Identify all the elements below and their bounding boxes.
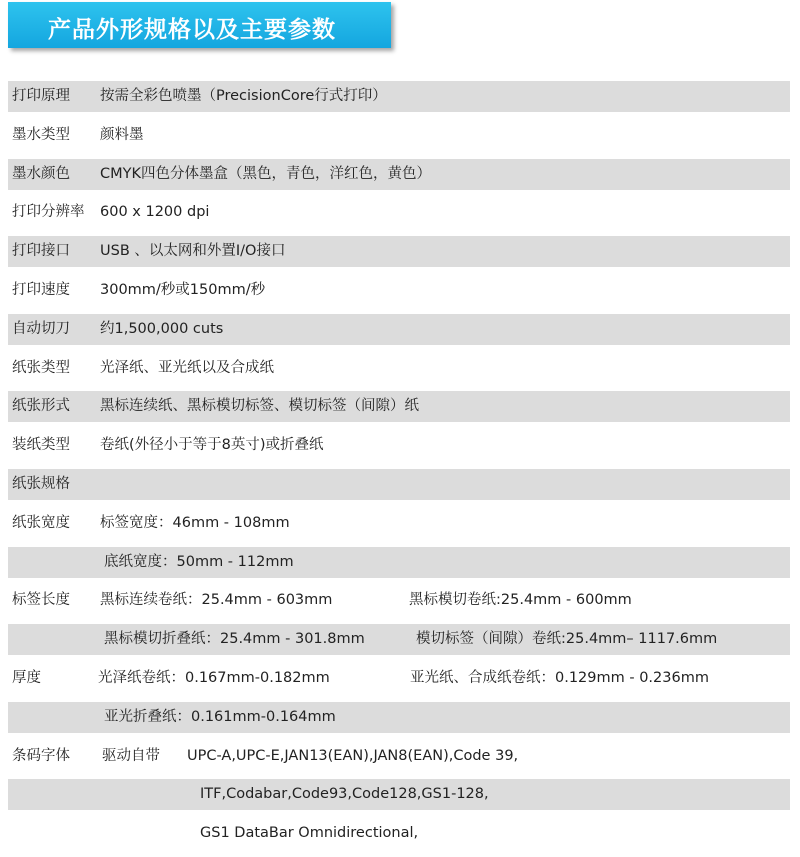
spec-label: 纸张类型 xyxy=(12,359,70,376)
spec-value: 光泽纸、亚光纸以及合成纸 xyxy=(100,359,274,376)
section-header-banner xyxy=(8,2,391,48)
spec-label: 厚度 xyxy=(12,669,41,686)
spec-row-barcode xyxy=(8,741,790,772)
spec-row-resolution xyxy=(8,197,790,228)
spec-label: 打印原理 xyxy=(12,88,70,104)
spec-value: 底纸宽度：50mm - 112mm xyxy=(104,553,294,570)
spec-row-liner-width xyxy=(8,547,790,578)
spec-row-thickness-2 xyxy=(8,702,790,733)
spec-value: CMYK四色分体墨盒（黑色，青色，洋红色，黄色） xyxy=(100,165,431,182)
spec-value: UPC-A,UPC-E,JAN13(EAN),JAN8(EAN),Code 39, xyxy=(187,747,519,764)
spec-label: 打印分辨率 xyxy=(12,204,85,221)
spec-value: 模切标签（间隙）卷纸:25.4mm– 1117.6mm xyxy=(416,631,718,648)
spec-label: 自动切刀 xyxy=(12,320,70,337)
spec-label: 打印速度 xyxy=(12,281,70,298)
spec-row-label-length xyxy=(8,585,790,616)
spec-label: 装纸类型 xyxy=(12,437,70,454)
spec-value: 标签宽度：46mm - 108mm xyxy=(100,514,290,531)
spec-value: 黑标连续纸、黑标模切标签、模切标签（间隙）纸 xyxy=(100,398,419,415)
spec-value: USB 、以太网和外置I/O接口 xyxy=(100,243,286,260)
spec-label: 打印接口 xyxy=(12,243,70,260)
spec-row-barcode-2 xyxy=(8,779,790,810)
spec-row-label-length-2 xyxy=(8,624,790,655)
spec-value: 约1,500,000 cuts xyxy=(100,320,224,337)
spec-value: 按需全彩色喷墨（PrecisionCore行式打印） xyxy=(100,88,387,104)
spec-row-interface xyxy=(8,236,790,267)
spec-row-ink-color xyxy=(8,159,790,190)
spec-value: 黑标连续卷纸：25.4mm - 603mm xyxy=(100,592,333,609)
spec-value: 黑标模切折叠纸：25.4mm - 301.8mm xyxy=(104,631,365,648)
spec-label: 墨水颜色 xyxy=(12,165,70,182)
spec-label: 纸张宽度 xyxy=(12,514,70,531)
spec-value: 卷纸(外径小于等于8英寸)或折叠纸 xyxy=(100,437,324,454)
spec-value: 驱动自带 xyxy=(102,747,160,764)
spec-label: 条码字体 xyxy=(12,747,70,764)
spec-value: 黑标模切卷纸:25.4mm - 600mm xyxy=(409,592,632,609)
spec-value: 光泽纸卷纸：0.167mm-0.182mm xyxy=(98,669,330,686)
spec-row-barcode-3 xyxy=(8,818,790,849)
spec-row-speed xyxy=(8,275,790,306)
section-title: 产品外形规格以及主要参数 xyxy=(48,17,336,43)
spec-value: 600 x 1200 dpi xyxy=(100,204,210,221)
spec-value: ITF,Codabar,Code93,Code128,GS1-128, xyxy=(200,786,489,803)
spec-value: 亚光纸、合成纸卷纸：0.129mm - 0.236mm xyxy=(410,669,709,686)
spec-label: 纸张形式 xyxy=(12,398,70,415)
spec-row-thickness xyxy=(8,663,790,694)
spec-row-cutter xyxy=(8,314,790,345)
spec-value: 亚光折叠纸：0.161mm-0.164mm xyxy=(104,708,336,725)
spec-row-ink-type xyxy=(8,120,790,151)
spec-label: 墨水类型 xyxy=(12,126,70,143)
spec-row-print-principle xyxy=(8,81,790,112)
spec-value: 300mm/秒或150mm/秒 xyxy=(100,281,266,298)
spec-table xyxy=(8,81,790,857)
spec-label: 标签长度 xyxy=(12,592,70,609)
spec-row-paper-spec xyxy=(8,469,790,500)
spec-value: 颜料墨 xyxy=(100,126,144,143)
spec-value: GS1 DataBar Omnidirectional, xyxy=(200,825,419,842)
spec-row-loading xyxy=(8,430,790,461)
spec-label: 纸张规格 xyxy=(12,475,70,492)
spec-row-paper-form xyxy=(8,391,790,422)
spec-row-paper-type xyxy=(8,353,790,384)
spec-row-paper-width xyxy=(8,508,790,539)
